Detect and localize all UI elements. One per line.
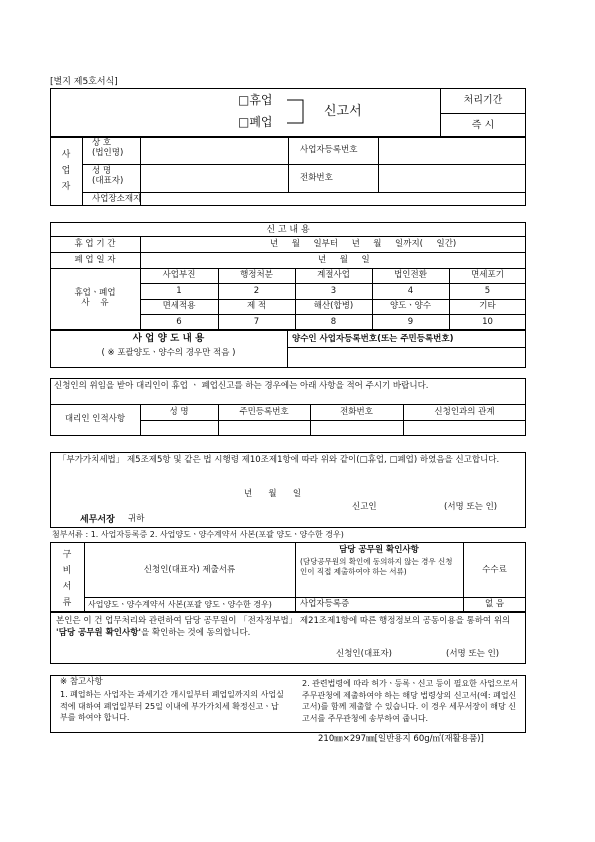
consent-text: 본인은 이 건 업무처리와 관련하여 담당 공무원이 「전자정부법」 제21조제1항에 따른 행정정보의 공동이용을 통하여 위의 '담당 공무원 확인사항'을 확인하는 것에 동의합니다. <box>56 616 511 639</box>
declaration-text: 「부가가치세법」 제5조제5항 및 같은 법 시행령 제10조제1항에 따라 위와 같이(□휴업, □폐업) 하였음을 신고합니다. <box>58 455 500 465</box>
declarant-signature[interactable]: (서명 또는 인) <box>444 502 498 512</box>
documents-side-label-2: 비 <box>62 566 72 576</box>
declarant-label: 신고인 <box>352 502 377 512</box>
official-check-note: (담당공무원의 확인에 동의하지 않는 경우 신청인이 직접 제출하여야 하는 서류) <box>300 557 453 577</box>
business-address-label: 사업장소재지 <box>92 194 142 204</box>
consent-applicant-label: 신청인(대표자) <box>336 649 392 659</box>
consent-signature[interactable]: (서명 또는 인) <box>446 649 500 659</box>
representative-field[interactable] <box>141 165 287 191</box>
addressee: 세무서장 <box>80 515 115 525</box>
documents-side-label-1: 구 <box>62 550 72 560</box>
reason-number-3[interactable]: 3 <box>330 286 337 296</box>
proxy-instruction: 신청인의 위임을 받아 대리인이 휴업 ㆍ 폐업신고를 하는 경우에는 아래 사항을 적어 주시기 바랍니다. <box>54 381 429 391</box>
business-address-field[interactable] <box>141 193 525 205</box>
applicant-side-label-3: 자 <box>61 182 71 192</box>
proxy-phone-field[interactable] <box>311 421 402 435</box>
reason-label: 휴업ㆍ폐업 사 유 <box>74 288 116 308</box>
representative-label: 성 명 (대표자) <box>92 166 124 186</box>
business-name-field[interactable] <box>141 137 287 163</box>
reason-number-6[interactable]: 6 <box>176 317 182 327</box>
reason-number-7[interactable]: 7 <box>253 317 260 327</box>
proxy-phone-header: 전화번호 <box>340 407 373 417</box>
business-name-label: 상 호 (법인명) <box>92 138 124 158</box>
proxy-name-header: 성 명 <box>169 407 189 417</box>
reason-tax-exemption: 면세적용 <box>162 301 196 311</box>
documents-side-label-4: 류 <box>62 598 72 608</box>
registration-number-field[interactable] <box>379 137 525 163</box>
reason-number-10[interactable]: 10 <box>482 317 493 327</box>
applicant-side-label-2: 업 <box>61 166 71 176</box>
transferee-number-field[interactable] <box>288 348 525 367</box>
reason-seasonal-business: 계절사업 <box>317 270 350 280</box>
suspension-period-value[interactable]: 년 월 일부터 년 월 일까지( 일간) <box>270 239 457 249</box>
transfer-note: ( ※ 포괄양도ㆍ양수의 경우만 적음 ) <box>101 348 236 358</box>
applicant-side-label-1: 사 <box>61 150 71 160</box>
reason-administrative-action: 행정처분 <box>240 270 273 280</box>
processing-period-value: 즉 시 <box>471 120 495 131</box>
reason-transfer: 양도ㆍ양수 <box>389 301 432 311</box>
note-2: 2. 관련법령에 따라 허가ㆍ등록ㆍ신고 등이 필요한 사업으로서 주무관청에 제출하여야 하는 해당 법령상의 신고서(예: 폐업신고서)를 함께 제출할 수 있습니다. 이 경우 세무서장이 해당 신고서를 주무관청에 송부하여 줍니다. <box>302 679 519 723</box>
attachments-line: 첨부서류 : 1. 사업자등록증 2. 사업양도ㆍ양수계약서 사본(포괄 양도ㆍ양수한 경우) <box>52 530 344 539</box>
proxy-id-header: 주민등록번호 <box>239 407 289 417</box>
title-option-closure: □폐업 <box>238 115 273 129</box>
proxy-id-field[interactable] <box>219 421 309 435</box>
closure-date-value[interactable]: 년 월 일 <box>318 255 370 265</box>
form-label: [별지 제5호서식] <box>50 77 118 87</box>
fee-header: 수수료 <box>482 565 507 575</box>
reason-number-5[interactable]: 5 <box>484 286 491 296</box>
closure-date-label: 폐 업 일 자 <box>74 255 116 265</box>
documents-side-label-3: 서 <box>62 582 72 592</box>
reason-other: 기타 <box>479 301 496 311</box>
registration-number-label: 사업자등록번호 <box>300 145 358 155</box>
proxy-relationship-header: 신청인과의 관계 <box>434 407 495 417</box>
proxy-relationship-field[interactable] <box>404 421 525 435</box>
proxy-name-field[interactable] <box>141 421 217 435</box>
report-header: 신 고 내 용 <box>266 225 310 235</box>
title-brace <box>287 99 305 125</box>
phone-field[interactable] <box>379 165 525 191</box>
phone-label: 전화번호 <box>300 173 333 183</box>
official-document-item: 사업자등록증 <box>300 599 350 609</box>
processing-period-label: 처리기간 <box>463 95 503 106</box>
official-check-header: 담당 공무원 확인사항 <box>339 545 419 555</box>
paper-specification: 210㎜×297㎜[일반용지 60g/㎡(재활용품)] <box>318 734 484 744</box>
title-option-suspension: □휴업 <box>238 93 273 107</box>
transfer-title: 사 업 양 도 내 용 <box>132 333 205 344</box>
note-1: 1. 폐업하는 사업자는 과세기간 개시일부터 폐업일까지의 사업실적에 대하여 폐업일부터 25일 이내에 부가가치세 확정신고ㆍ납부를 하여야 합니다. <box>60 690 284 723</box>
form-title: 신고서 <box>324 104 362 119</box>
applicant-documents-header: 신청인(대표자) 제출서류 <box>143 565 236 575</box>
declaration-date[interactable]: 년 월 일 <box>244 489 302 499</box>
reason-dissolution-merger: 해산(합병) <box>313 301 354 311</box>
reason-business-slump: 사업부진 <box>162 270 196 280</box>
reason-tax-exemption-waiver: 면세포기 <box>471 270 504 280</box>
reason-number-8[interactable]: 8 <box>330 317 337 327</box>
reason-number-4[interactable]: 4 <box>407 286 414 296</box>
suspension-period-label: 휴 업 기 간 <box>74 239 116 249</box>
fee-value: 없 음 <box>484 599 505 609</box>
transferee-label: 양수인 사업자등록번호(또는 주민등록번호) <box>292 334 454 344</box>
reason-incorporation: 법인전환 <box>394 270 427 280</box>
notes-header: ※ 참고사항 <box>60 677 103 687</box>
reason-removal: 제 적 <box>246 301 267 311</box>
reason-number-1[interactable]: 1 <box>176 286 182 296</box>
addressee-suffix: 귀하 <box>128 514 145 524</box>
reason-number-9[interactable]: 9 <box>407 317 414 327</box>
applicant-document-item: 사업양도ㆍ양수계약서 사본(포괄 양도ㆍ양수한 경우) <box>88 600 272 609</box>
reason-number-2[interactable]: 2 <box>253 286 260 296</box>
proxy-label: 대리인 인적사항 <box>64 414 126 424</box>
